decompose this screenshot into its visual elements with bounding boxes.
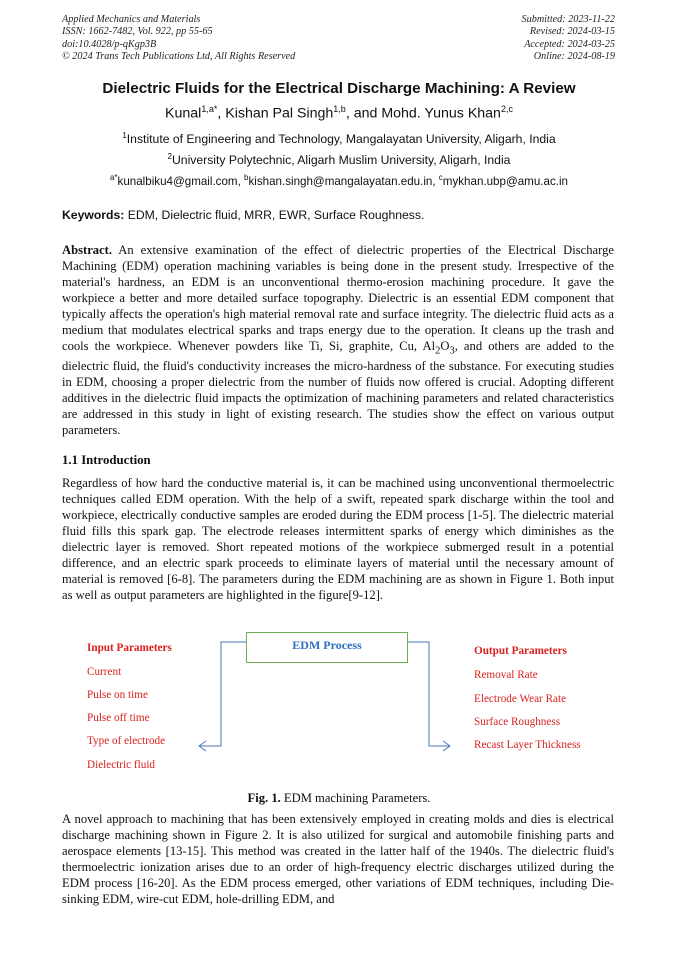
- body-paragraph: A novel approach to machining that has been extensively employed in creating molds and dies is electrical discharge machining shown in Figure 2. It is also utilized for surgical and automobile finishing parts and aerospace elements [13-15]. This method was created in the latter half of the 1940s. The dielectric fluid's thermoelectric ionization arises due to an order of high-frequency electric discharges utilized during the EDM process [16-20]. As the EDM process emerged, other variations of EDM techniques, including Die-sinking EDM, wire-cut EDM, hole-drilling EDM, and: [62, 812, 614, 906]
- affiliation-text: University Polytechnic, Aligarh Muslim University, Aligarh, India: [172, 153, 511, 168]
- author-affiliation-marker: 1,a*: [201, 104, 218, 114]
- edm-process-box: [246, 632, 408, 663]
- paper-title: Dielectric Fluids for the Electrical Discharge Machining: A Review: [102, 80, 576, 97]
- output-connector-arrow: [408, 642, 449, 746]
- affiliation-marker: 1: [122, 131, 127, 140]
- journal-header-left: [62, 14, 295, 63]
- online-date: Online: 2024-08-19: [533, 50, 615, 62]
- abstract-text: An extensive examination of the effect of dielectric properties of the Electrical Discharge Machining (EDM) operation machining variables is being done in the present study. Irrespective of the material's hardness, an EDM is an unconventional thermo-erosion machining procedure. It gave the workpiece a better and more detailed surface topography. Dielectric is an essential EDM component that typically affects the operation's high material removal rate and surface integrity. The dielectric fluid acts as a medium that modulates electrical sparks and traps energy due to the operation. It cleans up the trash and cools the workpiece. Whenever powders like Ti, Si, graphite, Cu, Al: [62, 243, 614, 353]
- intro-paragraph: Regardless of how hard the conductive material is, it can be machined using unconventional thermoelectric techniques called EDM operation. With the help of a swift, repeated spark discharge within the tool and workpiece, electrically conductive samples are eroded during the EDM process [1-5]. The dielectric material fluid fills this spark gap. The electrode releases intermittent sparks of energy which diminishes as the dielectric layer is removed. Short repeated motions of the workpiece submerged result in a potential difference, and an electric spark proceeds to eliminate layers of material until the necessary amount of material is removed [6-8]. The parameters during the EDM machining are as shown in Figure 1. Both input as well as output parameters are highlighted in the figure[9-12].: [62, 476, 614, 602]
- copyright-line: © 2024 Trans Tech Publications Ltd, All Rights Reserved: [62, 50, 296, 62]
- input-parameter-item: Type of electrode: [87, 735, 166, 747]
- figure-caption-text: EDM machining Parameters.: [280, 791, 431, 805]
- email-marker: a*: [109, 173, 118, 182]
- affiliation-marker: 2: [167, 152, 172, 161]
- author-name: Mohd. Yunus Khan: [381, 105, 501, 122]
- author-separator: , and: [345, 105, 382, 122]
- email-address: kunalbiku4@gmail.com,: [117, 174, 245, 188]
- abstract-paragraph: [62, 243, 614, 439]
- author-name: Kishan Pal Singh: [225, 105, 334, 122]
- abstract-text: O: [440, 338, 450, 353]
- doi-line: doi:10.4028/p-qKgp3B: [62, 38, 157, 50]
- input-parameters-heading: Input Parameters: [87, 642, 172, 654]
- email-line: [0, 173, 678, 188]
- figure-caption: [0, 791, 678, 806]
- output-parameter-item: Surface Roughness: [474, 716, 561, 728]
- subscript: 2: [435, 345, 441, 357]
- input-parameter-item: Dielectric fluid: [87, 759, 156, 771]
- edm-parameters-figure: [0, 630, 678, 780]
- figure-caption-label: Fig. 1.: [247, 791, 281, 805]
- accepted-date: Accepted: 2024-03-25: [524, 38, 615, 50]
- keywords-text: EDM, Dielectric fluid, MRR, EWR, Surface Roughness.: [124, 208, 425, 222]
- keywords-label: Keywords:: [62, 208, 125, 222]
- author-separator: ,: [217, 105, 226, 122]
- revised-date: Revised: 2024-03-15: [529, 26, 615, 38]
- input-parameter-item: Current: [87, 666, 122, 678]
- journal-name: Applied Mechanics and Materials: [62, 14, 201, 25]
- output-parameters-heading: Output Parameters: [474, 645, 567, 657]
- issn-line: ISSN: 1662-7482, Vol. 922, pp 55-65: [62, 26, 213, 38]
- keywords: [62, 208, 424, 222]
- output-parameter-item: Removal Rate: [474, 669, 538, 681]
- section-heading: 1.1 Introduction: [62, 453, 151, 467]
- input-parameter-item: Pulse off time: [87, 712, 150, 724]
- edm-process-label: EDM Process: [292, 638, 362, 652]
- email-address: mykhan.ubp@amu.ac.in: [442, 174, 568, 188]
- author-list: [0, 104, 678, 122]
- abstract-label: Abstract.: [62, 243, 113, 257]
- input-connector-arrow: [200, 642, 246, 746]
- author-affiliation-marker: 1,b: [333, 104, 346, 114]
- author-name: Kunal: [165, 105, 202, 122]
- output-parameter-item: Electrode Wear Rate: [474, 693, 567, 705]
- email-address: kishan.singh@mangalayatan.edu.in,: [248, 174, 439, 188]
- subscript: 3: [449, 345, 455, 357]
- submitted-date: Submitted: 2023-11-22: [521, 14, 615, 25]
- journal-header-right: [522, 14, 615, 63]
- email-marker: b: [244, 173, 249, 182]
- abstract-text: , and others are added to the dielectric fluid, the fluid's conductivity increases the micro-hardness of the substance. For executing studies in EDM, choosing a proper dielectric from the number of fluids now offered is crucial. Adopting different additives in the dielectric fluid impacts the optimization of machining parameters and related characteristics are addressed in this study in light of existing research. The studies show the effect on various output parameters.: [62, 338, 615, 437]
- email-marker: c: [438, 173, 443, 182]
- affiliation-text: Institute of Engineering and Technology, Mangalayatan University, Aligarh, India: [126, 132, 556, 147]
- author-affiliation-marker: 2,c: [500, 104, 513, 114]
- input-parameter-item: Pulse on time: [87, 689, 148, 701]
- affiliation-1: [0, 131, 678, 146]
- affiliation-2: [0, 152, 678, 167]
- output-parameter-item: Recast Layer Thickness: [474, 739, 581, 751]
